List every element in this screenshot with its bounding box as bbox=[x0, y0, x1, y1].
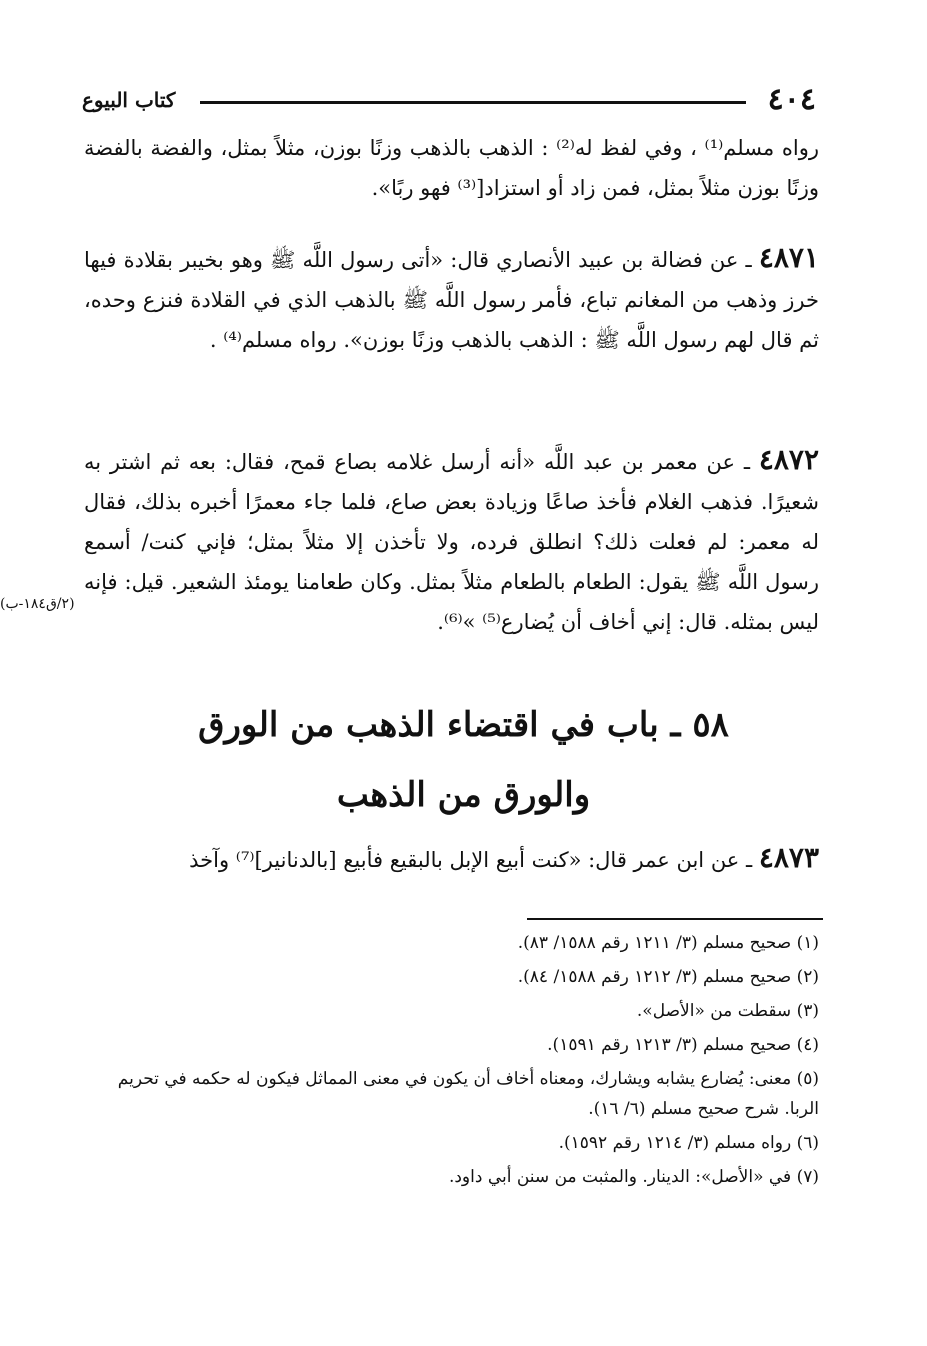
chapter-title-line-2: والورق من الذهب bbox=[336, 775, 591, 815]
footnote-4: (٤) صحيح مسلم (٣/ ١٢١٣ رقم ١٥٩١). bbox=[547, 1035, 819, 1055]
page-header bbox=[82, 82, 818, 122]
hadith-text: ـ عن معمر بن عبد اللَّه «أنه أرسل غلامه بصاع قمح، فقال: بعه ثم اشتر به شعيرًا. فذهب الغلام فأخذ صاعًا وزيادة بعض صاع، فلما جاء معمرًا أخبره بذلك، فقال له معمر: لم فعلت ذلك؟ انطلق فرده، ولا تأخذن إلا مثلاً بمثل؛ فإني كنت/ أسمع رسول اللَّه ﷺ يقول: الطعام بالطعام مثلاً بمثل. وكان طعامنا يومئذ الشعير. قيل: فإنه ليس بمثله. قال: إني أخاف أن يُضارع⁽⁵⁾ »⁽⁶⁾. bbox=[84, 450, 819, 634]
footnotes bbox=[89, 928, 819, 1196]
page-number: ٤٠٤ bbox=[767, 82, 816, 117]
footnote-6: (٦) رواه مسلم (٣/ ١٢١٤ رقم ١٥٩٢). bbox=[558, 1133, 819, 1153]
hadith-text: ـ عن ابن عمر قال: «كنت أبيع الإبل بالبقيع فأبيع [بالدنانير]⁽⁷⁾ وآخذ bbox=[189, 848, 759, 872]
hadith-text: ـ عن فضالة بن عبيد الأنصاري قال: «أتى رسول اللَّه ﷺ وهو بخيبر بقلادة فيها خرز وذهب من المغانم تباع، فأمر رسول اللَّه ﷺ بالذهب الذي في القلادة فنزع وحده، ثم قال لهم رسول اللَّه ﷺ : الذهب بالذهب وزنًا بوزن». رواه مسلم⁽⁴⁾ . bbox=[84, 248, 819, 352]
paragraph-text: رواه مسلم⁽¹⁾ ، وفي لفظ له⁽²⁾ : الذهب بالذهب وزنًا بوزن، مثلاً بمثل، والفضة بالفضة وزنًا بوزن مثلاً بمثل، فمن زاد أو استزاد[⁽³⁾ فهو ربًا». bbox=[84, 136, 819, 200]
header-rule bbox=[200, 101, 746, 104]
footnote-1: (١) صحيح مسلم (٣/ ١٢١١ رقم ١٥٨٨/ ٨٣). bbox=[517, 933, 819, 953]
footnote-separator bbox=[527, 918, 823, 920]
hadith-4873 bbox=[84, 838, 819, 880]
hadith-number: ٤٨٧٢ bbox=[758, 443, 819, 476]
chapter-title-line-1: ٥٨ ـ باب في اقتضاء الذهب من الورق bbox=[198, 705, 729, 745]
paragraph-continuation bbox=[84, 128, 819, 208]
footnote-3: (٣) سقطت من «الأصل». bbox=[636, 1001, 819, 1021]
hadith-number: ٤٨٧٣ bbox=[758, 841, 819, 874]
book-title: كتاب البيوع bbox=[82, 88, 176, 112]
footnote-5: (٥) معنى: يُضارع يشابه ويشارك، ومعناه أخاف أن يكون في معنى المماثل فيكون له حكمه في تحريم الربا. شرح صحيح مسلم (٦/ ١٦). bbox=[117, 1069, 819, 1119]
hadith-number: ٤٨٧١ bbox=[758, 241, 819, 274]
hadith-4872 bbox=[84, 440, 819, 642]
hadith-4871 bbox=[84, 238, 819, 360]
footnote-7: (٧) في «الأصل»: الدينار. والمثبت من سنن أبي داود. bbox=[448, 1167, 819, 1187]
footnote-2: (٢) صحيح مسلم (٣/ ١٢١٢ رقم ١٥٨٨/ ٨٤). bbox=[517, 967, 819, 987]
margin-note: (٢/ق١٨٤-ب) bbox=[0, 596, 75, 612]
